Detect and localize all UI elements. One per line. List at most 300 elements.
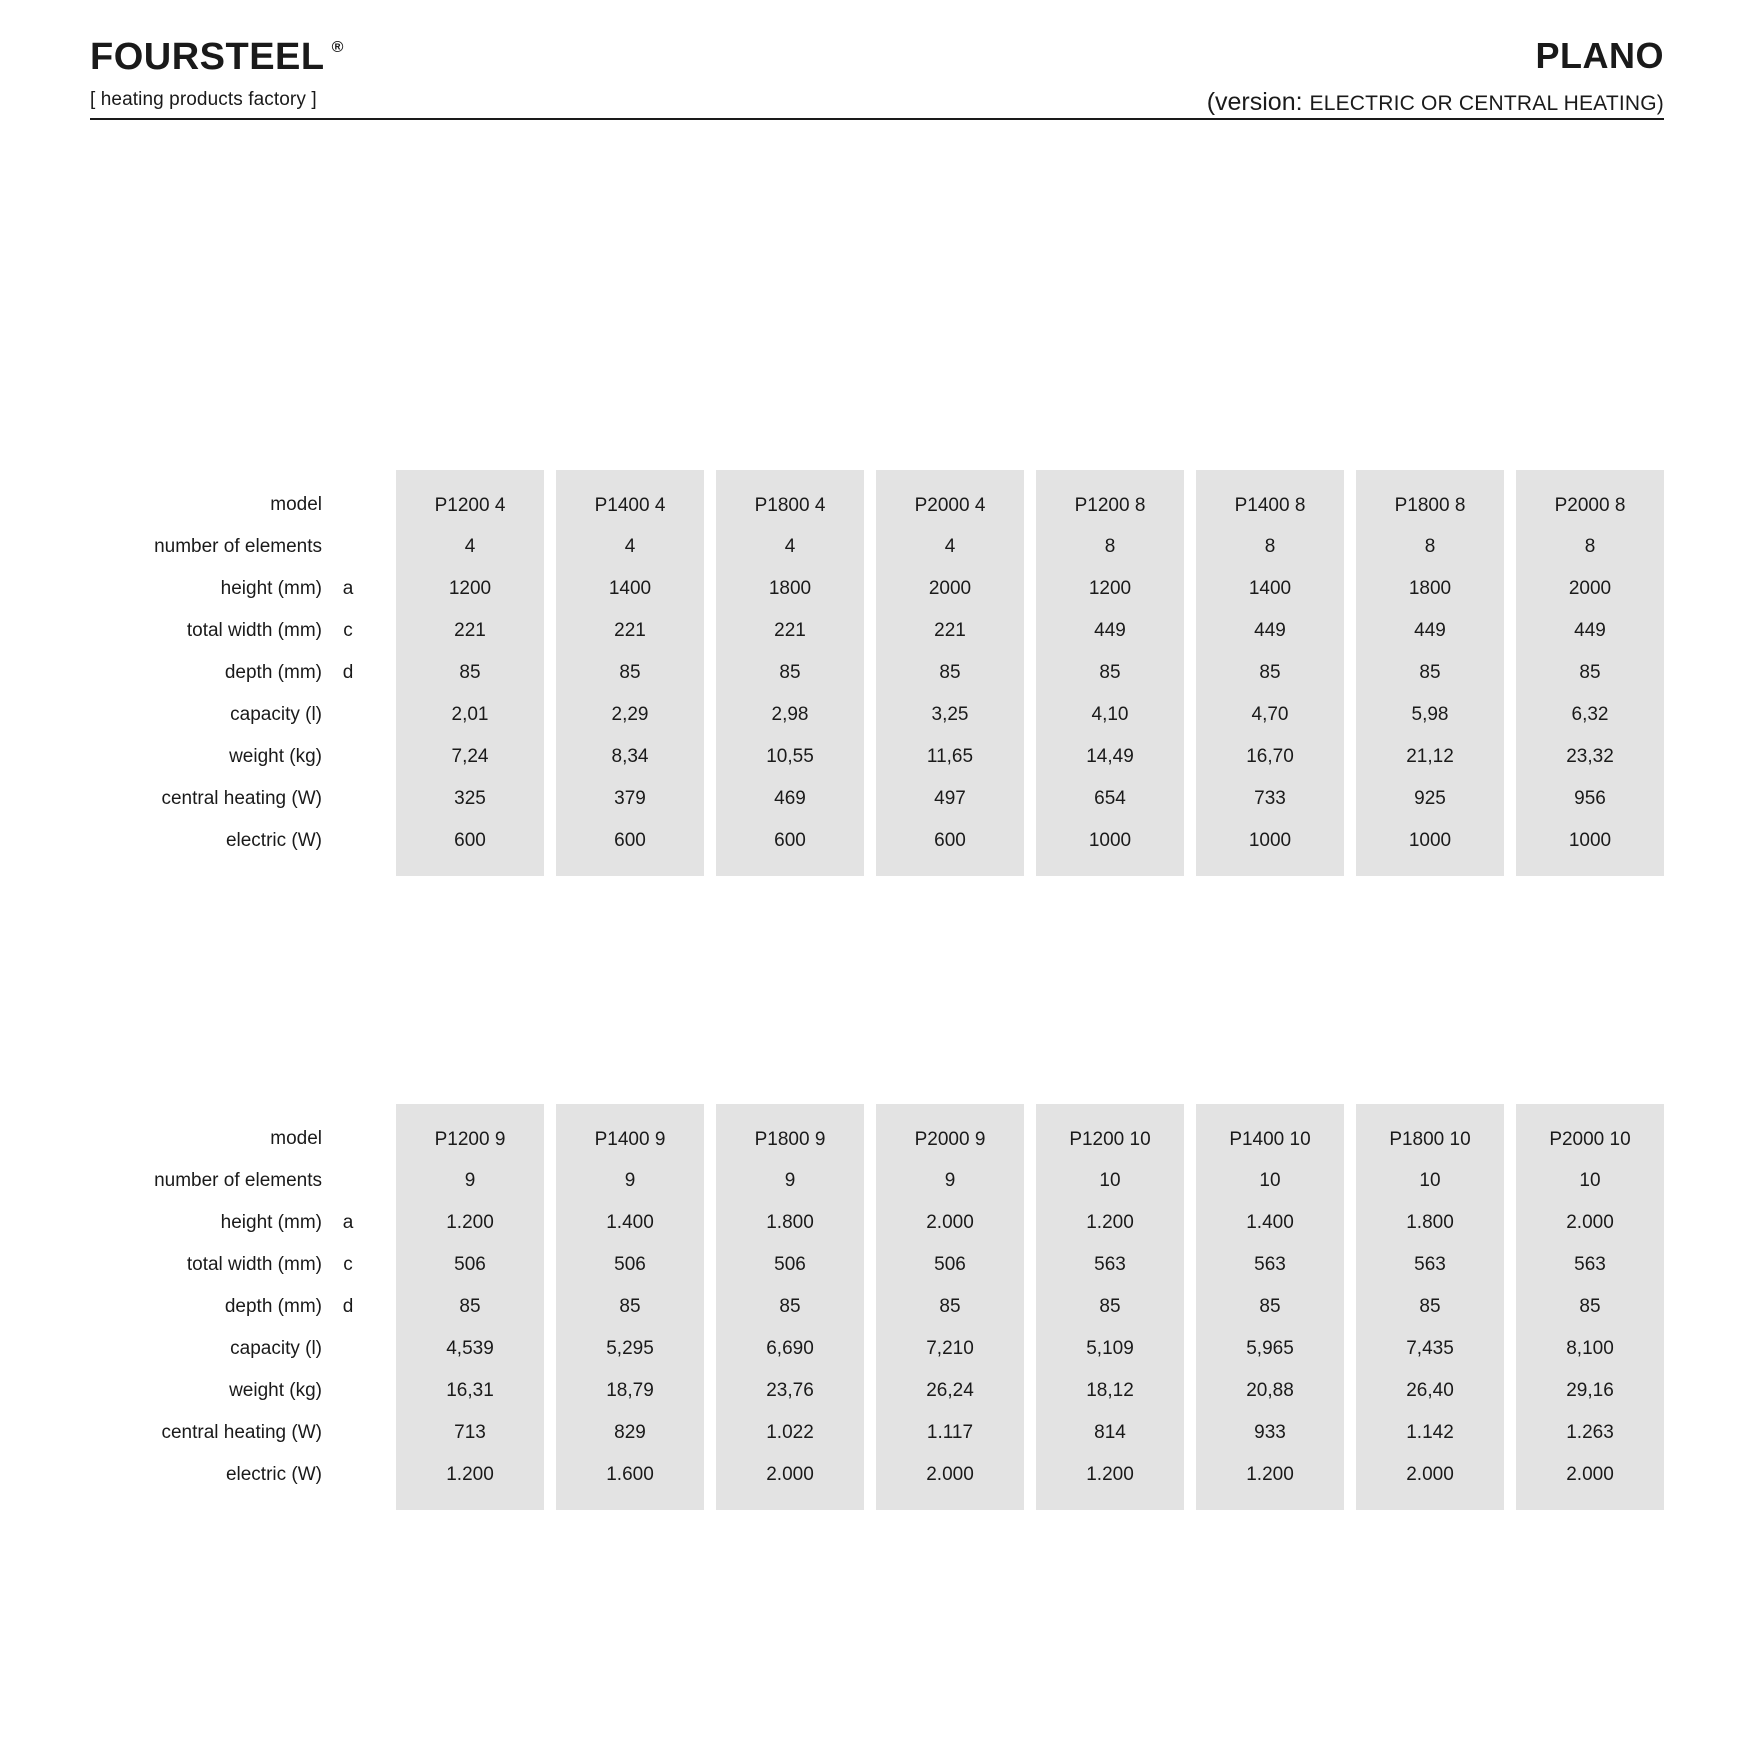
pad-data-cell: [876, 1104, 1024, 1118]
data-cell: 85: [396, 652, 544, 694]
data-cell: 449: [1516, 610, 1664, 652]
data-cell: 6,32: [1516, 694, 1664, 736]
pad-data-cell: [1356, 470, 1504, 484]
column-gap: [864, 1160, 876, 1202]
column-gap: [544, 568, 556, 610]
pad-data-cell: [1356, 862, 1504, 876]
data-cell: 2.000: [1516, 1454, 1664, 1496]
table-row: [90, 652, 1664, 694]
data-cell: 7,24: [396, 736, 544, 778]
column-gap: [704, 1496, 716, 1510]
column-gap: [864, 1454, 876, 1496]
data-cell: 1200: [396, 568, 544, 610]
column-gap: [1184, 1496, 1196, 1510]
data-cell: 9: [556, 1160, 704, 1202]
data-cell: 449: [1196, 610, 1344, 652]
model-header-cell: P1200 4: [396, 484, 544, 526]
pad-data-cell: [876, 470, 1024, 484]
row-label: number of elements: [154, 1170, 322, 1191]
page-title: PLANO: [1535, 35, 1664, 76]
data-cell: 829: [556, 1412, 704, 1454]
column-gap: [1024, 610, 1036, 652]
column-gap: [1344, 1454, 1356, 1496]
data-cell: 221: [396, 610, 544, 652]
row-dimension-key: d: [342, 662, 354, 683]
table-row: [90, 1454, 1664, 1496]
pad-data-cell: [1036, 862, 1184, 876]
data-cell: 221: [556, 610, 704, 652]
column-gap: [704, 694, 716, 736]
column-gap: [1344, 778, 1356, 820]
column-gap: [1504, 1496, 1516, 1510]
column-gap: [1184, 1412, 1196, 1454]
table-row: [90, 1328, 1664, 1370]
model-header-cell: P1800 10: [1356, 1118, 1504, 1160]
column-gap: [1344, 568, 1356, 610]
data-cell: 85: [716, 652, 864, 694]
data-cell: 2,01: [396, 694, 544, 736]
column-gap: [1024, 526, 1036, 568]
spec-table-body: [90, 470, 1664, 876]
column-gap: [1344, 1412, 1356, 1454]
row-label: central heating (W): [161, 1422, 322, 1443]
data-cell: 1.200: [1036, 1202, 1184, 1244]
pad-data-cell: [1196, 470, 1344, 484]
data-cell: 1000: [1036, 820, 1184, 862]
row-label: number of elements: [154, 536, 322, 557]
data-cell: 563: [1196, 1244, 1344, 1286]
row-dimension-key: a: [342, 1212, 354, 1233]
column-gap: [1184, 862, 1196, 876]
pad-data-cell: [396, 862, 544, 876]
version-value: ELECTRIC OR CENTRAL HEATING: [1309, 92, 1657, 115]
table-pad-row: [90, 862, 1664, 876]
data-cell: 2.000: [876, 1454, 1024, 1496]
data-cell: 379: [556, 778, 704, 820]
data-cell: 4,10: [1036, 694, 1184, 736]
model-header-cell: P1200 10: [1036, 1118, 1184, 1160]
data-cell: 1.263: [1516, 1412, 1664, 1454]
data-cell: 2,98: [716, 694, 864, 736]
label-spacer: [374, 820, 396, 862]
column-gap: [864, 568, 876, 610]
data-cell: 1.200: [1036, 1454, 1184, 1496]
column-gap: [704, 652, 716, 694]
data-cell: 506: [556, 1244, 704, 1286]
column-gap: [1504, 1244, 1516, 1286]
column-gap: [544, 694, 556, 736]
column-gap: [864, 862, 876, 876]
data-cell: 4: [876, 526, 1024, 568]
column-gap: [1504, 1286, 1516, 1328]
table-row: [90, 526, 1664, 568]
pad-spacer-cell: [374, 1496, 396, 1510]
data-cell: 10: [1516, 1160, 1664, 1202]
column-gap: [1184, 1328, 1196, 1370]
column-gap: [544, 1328, 556, 1370]
label-spacer: [374, 1202, 396, 1244]
row-label: capacity (l): [230, 704, 322, 725]
table-row: [90, 1286, 1664, 1328]
pad-spacer-cell: [374, 1104, 396, 1118]
column-gap: [1344, 820, 1356, 862]
pad-dim-cell: [322, 862, 374, 876]
column-gap: [704, 526, 716, 568]
table-row: [90, 568, 1664, 610]
column-gap: [1184, 694, 1196, 736]
data-cell: 3,25: [876, 694, 1024, 736]
label-spacer: [374, 484, 396, 526]
column-gap: [1344, 610, 1356, 652]
row-dimension-key: c: [343, 1254, 353, 1275]
column-gap: [1184, 778, 1196, 820]
table-row: [90, 778, 1664, 820]
column-gap: [1184, 526, 1196, 568]
data-cell: 8,34: [556, 736, 704, 778]
column-gap: [1024, 736, 1036, 778]
column-gap: [1184, 1202, 1196, 1244]
data-cell: 5,965: [1196, 1328, 1344, 1370]
pad-data-cell: [396, 1104, 544, 1118]
data-cell: 713: [396, 1412, 544, 1454]
model-header-cell: P2000 4: [876, 484, 1024, 526]
column-gap: [544, 526, 556, 568]
data-cell: 4: [716, 526, 864, 568]
column-gap: [1504, 1160, 1516, 1202]
pad-data-cell: [1196, 1104, 1344, 1118]
data-cell: 221: [876, 610, 1024, 652]
pad-label-cell: [90, 1104, 322, 1118]
label-spacer: [374, 610, 396, 652]
data-cell: 26,40: [1356, 1370, 1504, 1412]
pad-data-cell: [876, 862, 1024, 876]
table-row: [90, 484, 1664, 526]
data-cell: 1.800: [716, 1202, 864, 1244]
row-label: height (mm): [220, 1212, 322, 1233]
column-gap: [704, 470, 716, 484]
column-gap: [544, 1496, 556, 1510]
column-gap: [1344, 1160, 1356, 1202]
data-cell: 85: [1516, 652, 1664, 694]
data-cell: 23,32: [1516, 736, 1664, 778]
data-cell: 814: [1036, 1412, 1184, 1454]
column-gap: [544, 484, 556, 526]
column-gap: [704, 1286, 716, 1328]
data-cell: 7,210: [876, 1328, 1024, 1370]
column-gap: [864, 1370, 876, 1412]
data-cell: 16,31: [396, 1370, 544, 1412]
table-row: [90, 1370, 1664, 1412]
column-gap: [544, 1244, 556, 1286]
column-gap: [1504, 694, 1516, 736]
column-gap: [1504, 568, 1516, 610]
data-cell: 4: [396, 526, 544, 568]
row-dimension-key: [322, 778, 374, 820]
column-gap: [1024, 1412, 1036, 1454]
column-gap: [1184, 1118, 1196, 1160]
data-cell: 506: [716, 1244, 864, 1286]
data-cell: 85: [1516, 1286, 1664, 1328]
data-cell: 85: [716, 1286, 864, 1328]
column-gap: [544, 1454, 556, 1496]
data-cell: 1.600: [556, 1454, 704, 1496]
label-spacer: [374, 1412, 396, 1454]
data-cell: 497: [876, 778, 1024, 820]
row-dimension-key: [322, 820, 374, 862]
data-cell: 9: [876, 1160, 1024, 1202]
data-cell: 1.400: [1196, 1202, 1344, 1244]
column-gap: [1024, 1496, 1036, 1510]
spec-table-body: [90, 1104, 1664, 1510]
column-gap: [704, 568, 716, 610]
column-gap: [1184, 820, 1196, 862]
row-dimension-key: [322, 484, 374, 526]
data-cell: 1.200: [1196, 1454, 1344, 1496]
data-cell: 4,70: [1196, 694, 1344, 736]
data-cell: 733: [1196, 778, 1344, 820]
data-cell: 1.800: [1356, 1202, 1504, 1244]
column-gap: [1344, 526, 1356, 568]
column-gap: [1344, 862, 1356, 876]
row-label: model: [270, 1128, 322, 1149]
data-cell: 2.000: [876, 1202, 1024, 1244]
model-header-cell: P1800 8: [1356, 484, 1504, 526]
data-cell: 85: [1356, 1286, 1504, 1328]
column-gap: [864, 526, 876, 568]
data-cell: 563: [1036, 1244, 1184, 1286]
model-header-cell: P1400 8: [1196, 484, 1344, 526]
model-header-cell: P1200 9: [396, 1118, 544, 1160]
pad-data-cell: [876, 1496, 1024, 1510]
spec-table: [90, 1104, 1664, 1510]
row-label: depth (mm): [224, 662, 322, 683]
data-cell: 1000: [1356, 820, 1504, 862]
data-cell: 16,70: [1196, 736, 1344, 778]
data-cell: 85: [876, 652, 1024, 694]
column-gap: [1184, 1286, 1196, 1328]
column-gap: [704, 484, 716, 526]
column-gap: [864, 1412, 876, 1454]
column-gap: [704, 778, 716, 820]
pad-data-cell: [1356, 1104, 1504, 1118]
brand-name: [90, 38, 344, 76]
pad-spacer-cell: [374, 862, 396, 876]
column-gap: [1184, 568, 1196, 610]
model-header-cell: P1800 9: [716, 1118, 864, 1160]
column-gap: [864, 1244, 876, 1286]
column-gap: [1504, 470, 1516, 484]
data-cell: 1400: [556, 568, 704, 610]
data-cell: 1.200: [396, 1454, 544, 1496]
row-dimension-key: [322, 1370, 374, 1412]
spec-table: [90, 470, 1664, 876]
data-cell: 2.000: [1356, 1454, 1504, 1496]
title-block: [1206, 35, 1664, 117]
data-cell: 2.000: [1516, 1202, 1664, 1244]
column-gap: [1184, 610, 1196, 652]
pad-label-cell: [90, 1496, 322, 1510]
label-spacer: [374, 1160, 396, 1202]
brand-tagline: [ heating products factory ]: [90, 89, 317, 110]
table-row: [90, 1202, 1664, 1244]
data-cell: 85: [876, 1286, 1024, 1328]
table-pad-row: [90, 470, 1664, 484]
column-gap: [1504, 862, 1516, 876]
data-cell: 85: [396, 1286, 544, 1328]
column-gap: [1184, 652, 1196, 694]
data-cell: 85: [1036, 1286, 1184, 1328]
data-cell: 85: [556, 652, 704, 694]
column-gap: [1024, 1370, 1036, 1412]
data-cell: 9: [716, 1160, 864, 1202]
column-gap: [864, 820, 876, 862]
column-gap: [864, 1104, 876, 1118]
column-gap: [1184, 1370, 1196, 1412]
data-cell: 1.142: [1356, 1412, 1504, 1454]
column-gap: [1344, 484, 1356, 526]
column-gap: [544, 862, 556, 876]
column-gap: [1504, 484, 1516, 526]
label-spacer: [374, 652, 396, 694]
pad-data-cell: [396, 470, 544, 484]
data-cell: 4: [556, 526, 704, 568]
data-cell: 26,24: [876, 1370, 1024, 1412]
data-cell: 1.022: [716, 1412, 864, 1454]
row-label: total width (mm): [186, 1254, 322, 1275]
table-row: [90, 694, 1664, 736]
column-gap: [864, 1328, 876, 1370]
table-row: [90, 820, 1664, 862]
column-gap: [864, 1496, 876, 1510]
data-cell: 29,16: [1516, 1370, 1664, 1412]
data-cell: 1.400: [556, 1202, 704, 1244]
data-cell: 325: [396, 778, 544, 820]
label-spacer: [374, 526, 396, 568]
pad-data-cell: [1516, 862, 1664, 876]
column-gap: [544, 1118, 556, 1160]
model-header-cell: P2000 8: [1516, 484, 1664, 526]
data-cell: 21,12: [1356, 736, 1504, 778]
pad-data-cell: [1196, 1496, 1344, 1510]
column-gap: [704, 1412, 716, 1454]
row-label: weight (kg): [229, 1380, 322, 1401]
pad-data-cell: [1516, 470, 1664, 484]
column-gap: [1344, 470, 1356, 484]
column-gap: [864, 610, 876, 652]
column-gap: [544, 820, 556, 862]
data-cell: 1200: [1036, 568, 1184, 610]
label-spacer: [374, 568, 396, 610]
data-cell: 1800: [1356, 568, 1504, 610]
column-gap: [704, 862, 716, 876]
pad-data-cell: [1516, 1496, 1664, 1510]
column-gap: [1504, 1104, 1516, 1118]
column-gap: [1024, 1118, 1036, 1160]
pad-label-cell: [90, 470, 322, 484]
column-gap: [704, 610, 716, 652]
pad-data-cell: [716, 862, 864, 876]
column-gap: [544, 736, 556, 778]
row-dimension-key: [322, 1160, 374, 1202]
pad-data-cell: [396, 1496, 544, 1510]
pad-data-cell: [1036, 1104, 1184, 1118]
column-gap: [544, 1412, 556, 1454]
column-gap: [1024, 484, 1036, 526]
data-cell: 506: [396, 1244, 544, 1286]
column-gap: [864, 778, 876, 820]
column-gap: [1024, 1454, 1036, 1496]
data-cell: 506: [876, 1244, 1024, 1286]
column-gap: [1344, 1244, 1356, 1286]
column-gap: [1024, 1328, 1036, 1370]
column-gap: [1504, 1454, 1516, 1496]
column-gap: [1504, 652, 1516, 694]
column-gap: [1344, 736, 1356, 778]
registered-trademark-icon: ®: [331, 39, 344, 56]
spec-table-elements-9-10: [90, 1104, 1664, 1510]
data-cell: 600: [396, 820, 544, 862]
data-cell: 925: [1356, 778, 1504, 820]
column-gap: [1024, 1244, 1036, 1286]
label-spacer: [374, 736, 396, 778]
model-header-cell: P1800 4: [716, 484, 864, 526]
column-gap: [1024, 778, 1036, 820]
column-gap: [1504, 526, 1516, 568]
data-cell: 10: [1356, 1160, 1504, 1202]
pad-dim-cell: [322, 1496, 374, 1510]
column-gap: [864, 470, 876, 484]
data-cell: 85: [556, 1286, 704, 1328]
column-gap: [864, 484, 876, 526]
label-spacer: [374, 1118, 396, 1160]
row-dimension-key: [322, 1412, 374, 1454]
column-gap: [864, 1118, 876, 1160]
column-gap: [544, 1286, 556, 1328]
column-gap: [1184, 736, 1196, 778]
column-gap: [1184, 1244, 1196, 1286]
data-cell: 469: [716, 778, 864, 820]
data-cell: 8: [1196, 526, 1344, 568]
data-cell: 600: [556, 820, 704, 862]
row-dimension-key: [322, 1328, 374, 1370]
data-cell: 10: [1196, 1160, 1344, 1202]
pad-data-cell: [716, 1104, 864, 1118]
column-gap: [1024, 652, 1036, 694]
data-cell: 9: [396, 1160, 544, 1202]
data-cell: 4,539: [396, 1328, 544, 1370]
data-cell: 8,100: [1516, 1328, 1664, 1370]
data-cell: 563: [1356, 1244, 1504, 1286]
row-label: model: [270, 494, 322, 515]
model-header-cell: P2000 10: [1516, 1118, 1664, 1160]
column-gap: [864, 1286, 876, 1328]
column-gap: [704, 736, 716, 778]
pad-spacer-cell: [374, 470, 396, 484]
data-cell: 11,65: [876, 736, 1024, 778]
column-gap: [1184, 1454, 1196, 1496]
column-gap: [704, 1118, 716, 1160]
data-cell: 2,29: [556, 694, 704, 736]
data-cell: 20,88: [1196, 1370, 1344, 1412]
table-row: [90, 736, 1664, 778]
data-cell: 1000: [1196, 820, 1344, 862]
pad-label-cell: [90, 862, 322, 876]
column-gap: [1344, 1370, 1356, 1412]
data-cell: 8: [1356, 526, 1504, 568]
column-gap: [864, 652, 876, 694]
column-gap: [1344, 1328, 1356, 1370]
data-cell: 6,690: [716, 1328, 864, 1370]
